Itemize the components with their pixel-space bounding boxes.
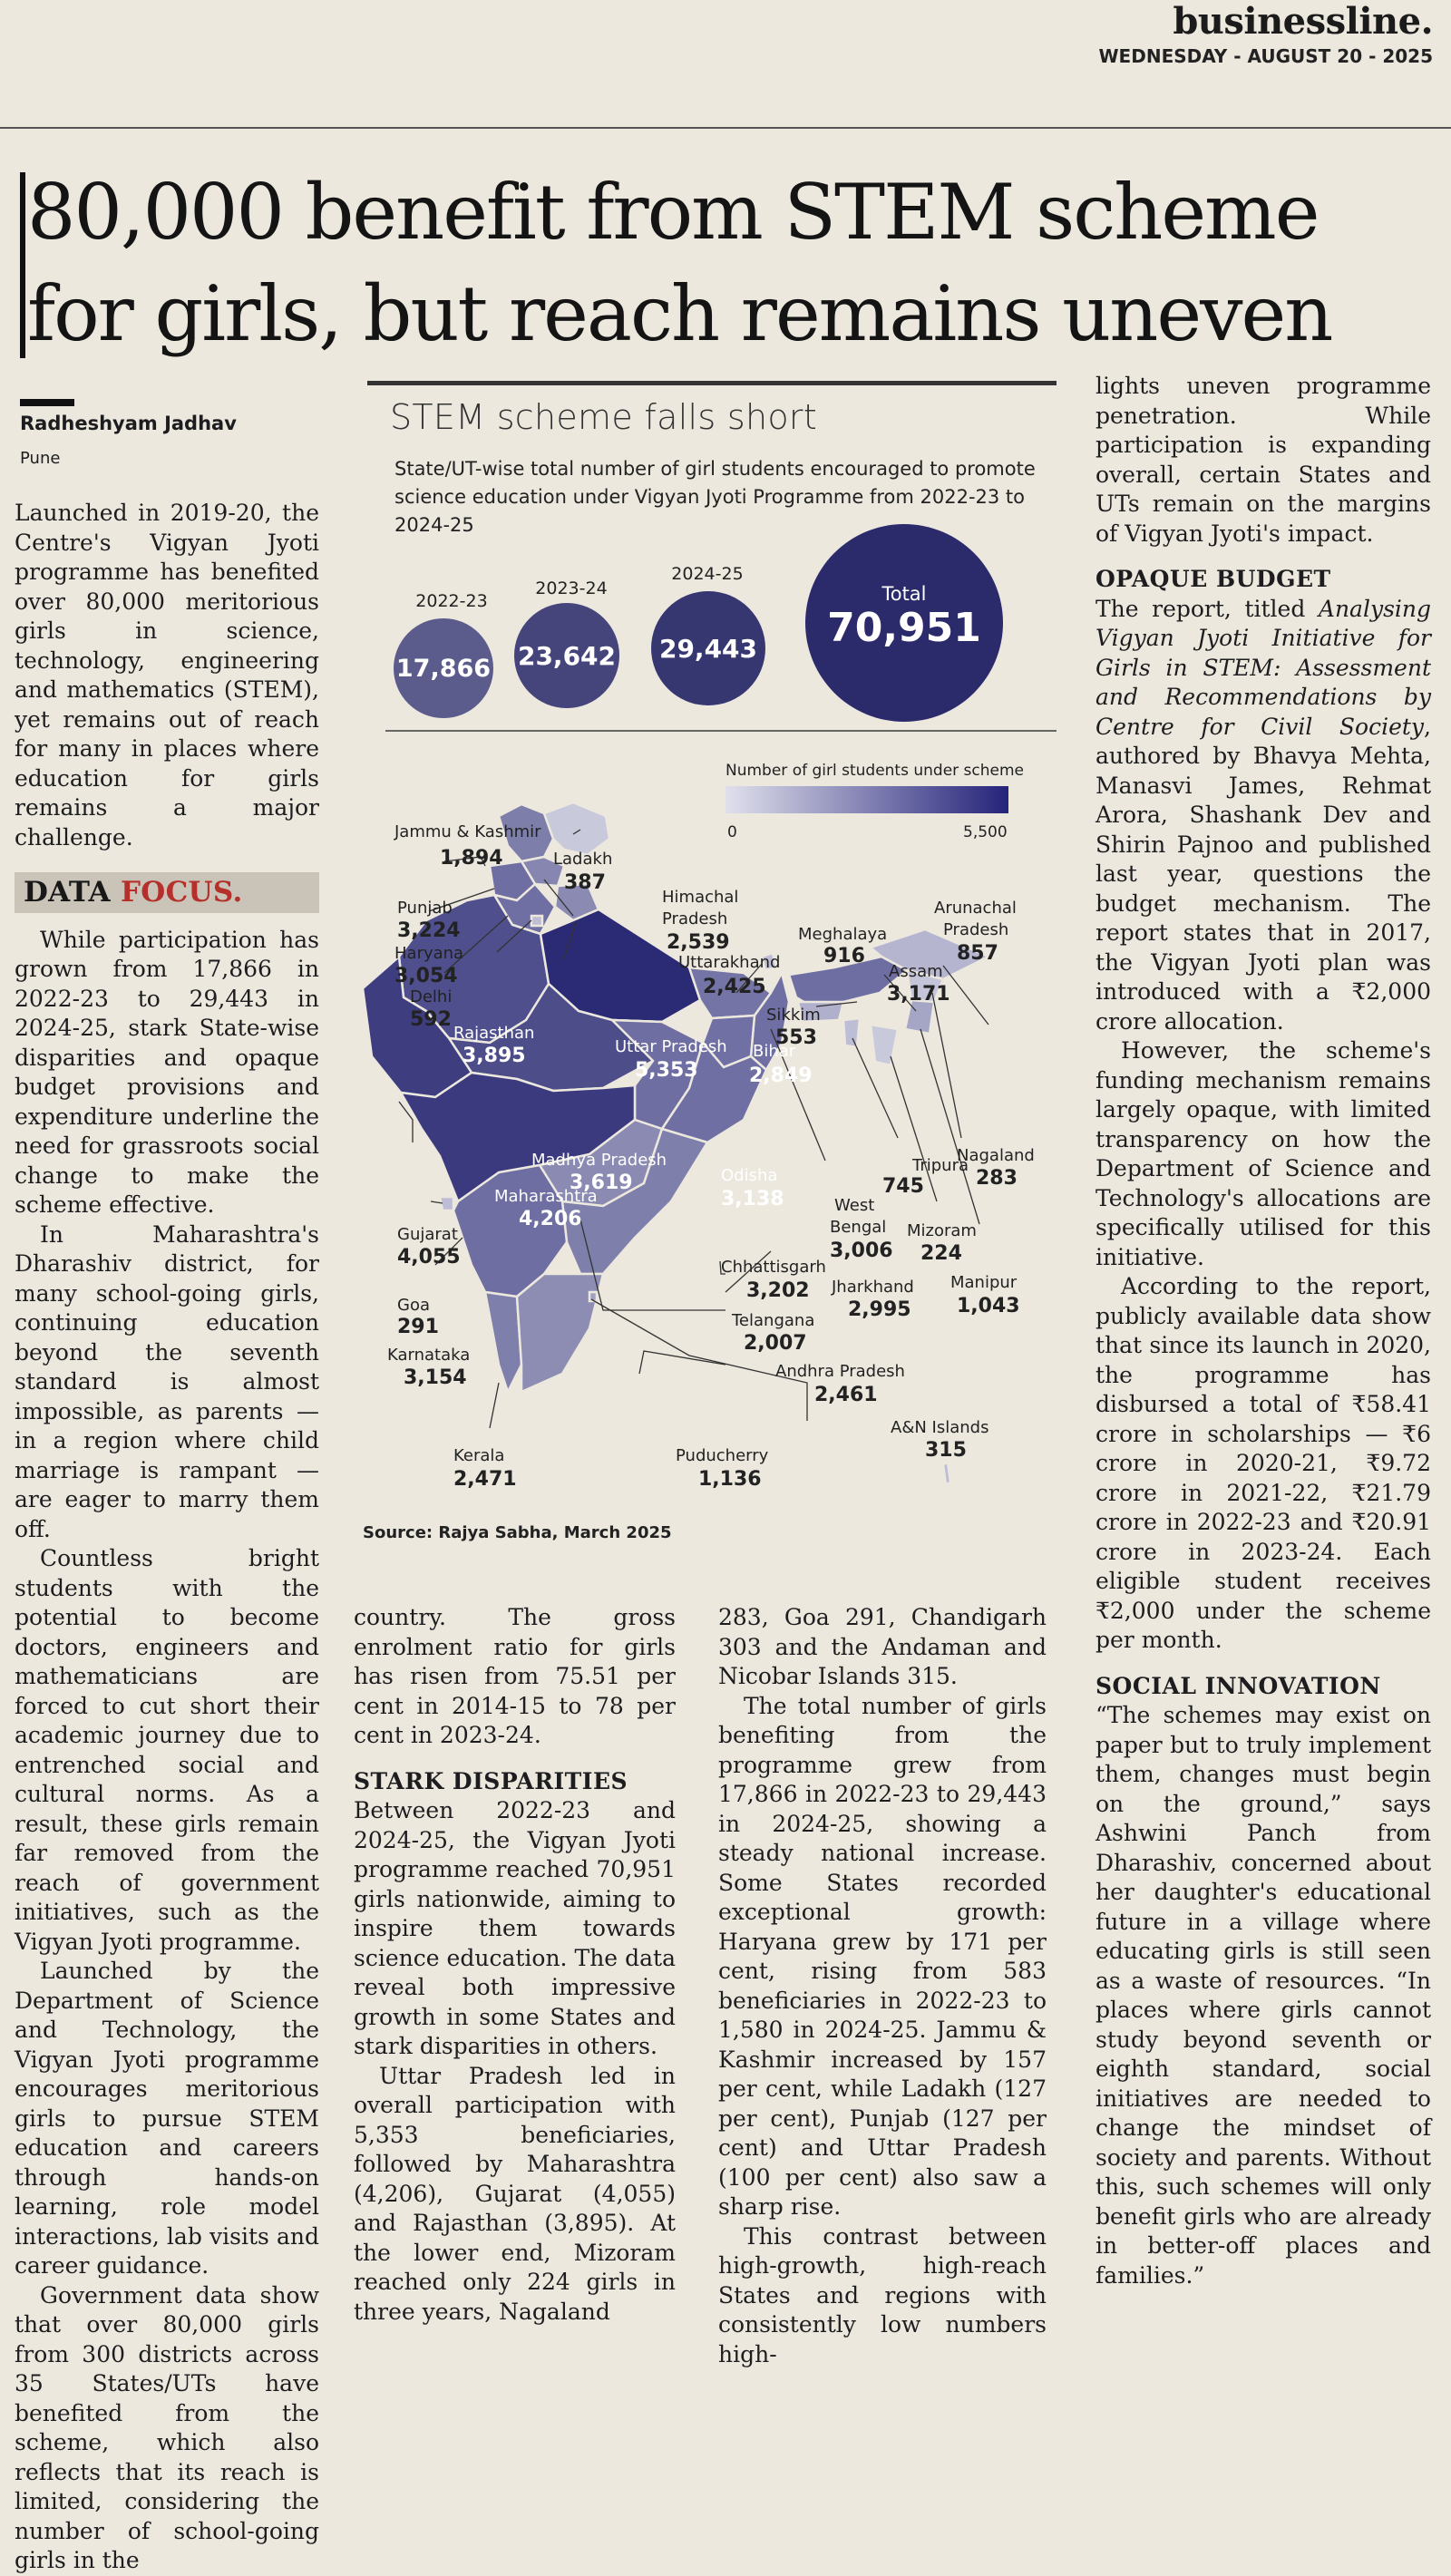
headline-rule <box>20 172 25 358</box>
graphic-top-rule <box>367 381 1057 385</box>
column-4 <box>1096 372 1431 2290</box>
state-value: 4,055 <box>397 1246 461 1269</box>
state-label: A&N Islands <box>891 1418 989 1437</box>
paragraph: “The schemes may exist on paper but to truly implement them, changes must begin on the ground,” says Ashwini Panch from Dharashiv, concerned about her daughter's educational future in a village where educating girls is still seen as a waste of resources. “In places where girls cannot study beyond seventh or eighth standard, social initiatives are needed to change the mindset of society and parents. Without this, such schemes will only benefit girls who are already in better-off places and families.” <box>1096 1702 1431 2289</box>
legend-gradient <box>726 786 1008 813</box>
state-value: 3,171 <box>887 983 950 1006</box>
state-label: Goa <box>397 1296 430 1315</box>
legend-max: 5,500 <box>963 823 1008 841</box>
leader-line <box>920 1029 979 1224</box>
column-1 <box>15 499 319 2576</box>
state-label: Maharashtra <box>494 1187 598 1206</box>
graphic-subtitle: State/UT-wise total number of girl students encouraged to promote science education under Vigyan Jyoti Programme from 2022-23 to 2024-25 <box>394 458 1036 536</box>
bubble-total-label: Total <box>881 582 927 605</box>
bubble-2024-25 <box>651 591 765 705</box>
region-delhi <box>531 916 542 926</box>
paragraph: In Maharashtra's Dharashiv district, for many school-going girls, continuing education beyond the seventh standard is almost impossible, as parents — in a region where child marriage is rampant — are eager to marry them off. <box>15 1220 319 1542</box>
state-label: Punjab <box>397 899 453 918</box>
state-value: 315 <box>925 1439 967 1462</box>
state-value: 592 <box>410 1008 452 1031</box>
legend-min: 0 <box>727 823 737 841</box>
state-value: 283 <box>976 1167 1018 1190</box>
state-value: 2,995 <box>848 1298 911 1321</box>
region-tripura <box>843 1018 860 1047</box>
state-value: 1,043 <box>957 1295 1020 1317</box>
state-label: Meghalaya <box>798 925 888 944</box>
paragraph: Launched by the Department of Science and Technology, the Vigyan Jyoti programme encourages meritorious girls to pursue STEM education and careers through hands-on learning, role model interactions, lab visits and career guidance. <box>15 1958 319 2279</box>
state-label: Jammu & Kashmir <box>394 822 541 841</box>
dateline: Pune <box>20 449 61 468</box>
state-value: 4,206 <box>519 1208 582 1230</box>
bubble-year-label: 2022-23 <box>415 591 488 611</box>
bubble-total-value: 70,951 <box>827 604 981 651</box>
state-label: Chhattisgarh <box>721 1258 826 1277</box>
infographic <box>363 381 1061 1560</box>
state-value: 916 <box>823 945 865 967</box>
brand-logo: businessline. <box>1173 0 1433 43</box>
state-label: Mizoram <box>907 1221 977 1240</box>
state-value: 3,202 <box>746 1279 810 1302</box>
intro-paragraph: Launched in 2019-20, the Centre's Vigyan Jyoti programme has benefited over 80,000 meritorious girls in science, technology, engineering and mathematics (STEM), yet remains out of reach for many in places where education for girls remains a major challenge. <box>15 500 319 851</box>
state-value: 2,425 <box>703 976 766 998</box>
byline: Radheshyam Jadhav <box>20 413 237 434</box>
bubble-year-label: 2024-25 <box>671 564 744 584</box>
state-label: Uttar Pradesh <box>615 1037 727 1056</box>
state-value: 3,224 <box>397 919 461 942</box>
state-label: Uttarakhand <box>678 953 781 972</box>
state-value: 745 <box>882 1175 924 1198</box>
graphic-source: Source: Rajya Sabha, March 2025 <box>363 1523 672 1542</box>
paragraph: However, the scheme's funding mechanism remains largely opaque, with limited transparency on how the Department of Science and Technology's allocations are specifically utilised for this initiative. <box>1096 1037 1431 1270</box>
region-mizoram <box>871 1025 898 1065</box>
state-value: 553 <box>775 1026 817 1049</box>
state-value: 2,539 <box>667 931 730 954</box>
headline: 80,000 benefit from STEM scheme for girls, but reach remains uneven <box>27 168 1332 358</box>
paragraph: According to the report, publicly available data show that since its launch in 2020, the programme has disbursed a total of ₹58.41 crore in scholarships — ₹6 crore in 2020-21, ₹9.72 crore in 2021-22, ₹21.79 crore in 2022-23 and ₹20.91 crore in 2023-24. Each eligible student receives ₹2,000 under the scheme per month. <box>1096 1273 1431 1653</box>
column-2 <box>354 1603 676 2327</box>
bubble-2023-24 <box>514 603 619 708</box>
state-label: Himachal <box>662 888 739 907</box>
state-label: Kerala <box>453 1446 505 1465</box>
subhead-opaque-budget: OPAQUE BUDGET <box>1096 566 1331 592</box>
state-value: 2,007 <box>744 1332 807 1355</box>
legend-title: Number of girl students under scheme <box>726 762 1025 780</box>
paragraph: 283, Goa 291, Chandigarh 303 and the Andaman and Nicobar Islands 315. <box>718 1604 1047 1689</box>
state-label: Jharkhand <box>832 1278 914 1297</box>
state-label: Rajasthan <box>453 1024 535 1043</box>
paragraph: country. The gross enrolment ratio for girls has risen from 75.51 per cent in 2014-15 to 78 per cent in 2023-24. <box>354 1604 676 1748</box>
region-an-islands <box>943 1463 950 1484</box>
state-label: Gujarat <box>397 1225 458 1244</box>
state-label: Assam <box>889 962 943 981</box>
bubble-value: 23,642 <box>517 640 617 671</box>
state-value: 2,471 <box>453 1468 517 1491</box>
state-label: Arunachal <box>934 899 1017 918</box>
state-label: Bengal <box>830 1218 887 1237</box>
state-label: West <box>834 1196 875 1215</box>
state-value: 2,461 <box>814 1384 878 1406</box>
column-3 <box>718 1603 1047 2369</box>
state-label: Pradesh <box>943 920 1009 939</box>
state-value: 1,894 <box>440 847 503 870</box>
state-value: 3,154 <box>404 1366 467 1389</box>
report-title: Analysing Vigyan Jyoti Initiative for Girls in STEM: Assessment and Recommendations by Centre for Civil Society <box>1096 595 1431 740</box>
leader-line <box>639 1351 726 1374</box>
state-label: Odisha <box>721 1166 778 1185</box>
state-label: Sikkim <box>766 1006 821 1025</box>
state-value: 2,849 <box>749 1064 813 1087</box>
state-value: 1,136 <box>698 1468 762 1491</box>
paragraph: Government data show that over 80,000 girls from 300 districts across 35 States/UTs have benefited from the scheme, which also reflects that its reach is limited, considering the number of school-going girls in the <box>15 2281 319 2573</box>
state-label: Delhi <box>410 987 453 1006</box>
state-label: Madhya Pradesh <box>531 1151 667 1170</box>
bubble-value: 17,866 <box>395 654 492 683</box>
masthead <box>889 0 1433 67</box>
leader-line <box>490 1383 499 1428</box>
state-label: Haryana <box>394 944 464 963</box>
bubble-2022-23 <box>394 618 493 718</box>
state-label: Bihar <box>753 1042 796 1061</box>
paragraph <box>1096 595 1431 1037</box>
state-value: 3,895 <box>463 1045 526 1067</box>
state-label: Andhra Pradesh <box>775 1362 905 1381</box>
data-focus-part2: FOCUS. <box>120 876 243 909</box>
state-label: Ladakh <box>553 850 613 869</box>
bubble-total <box>805 524 1003 722</box>
bubble-year-label: 2023-24 <box>535 578 608 598</box>
state-label: Pradesh <box>662 909 728 928</box>
paragraph: Uttar Pradesh led in overall participation with 5,353 beneficiaries, followed by Maharashtra (4,206), Gujarat (4,055) and Rajasthan (3,895). At the lower end, Mizoram reached only 224 girls in three years, Nagaland <box>354 2062 676 2325</box>
top-rule <box>0 127 1451 129</box>
byline-bar <box>20 399 74 406</box>
state-value: 387 <box>564 871 606 894</box>
state-value: 3,006 <box>830 1239 893 1262</box>
state-value: 3,138 <box>721 1188 784 1210</box>
issue-date: WEDNESDAY - AUGUST 20 - 2025 <box>1098 45 1433 67</box>
paragraph: Between 2022-23 and 2024-25, the Vigyan Jyoti programme reached 70,951 girls nationwide, aiming to inspire them towards science education. The data reveal both impressive growth in some States and stark disparities in others. <box>354 1797 676 2059</box>
paragraph: lights uneven programme penetration. While participation is expanding overall, certain States and UTs remain on the margins of Vigyan Jyoti's impact. <box>1096 373 1431 547</box>
data-focus-label <box>15 872 319 913</box>
text-run: , authored by Bhavya Mehta, Manasvi James, Rehmat Arora, Shashank Dev and Shirin Pajnoo and published last year, questions the budget mechanism. The report states that in 2017, the Vigyan Jyoti plan was introduced with a ₹2,000 crore allocation. <box>1096 713 1431 1035</box>
state-label: Tripura <box>912 1156 969 1175</box>
state-label: Puducherry <box>676 1446 769 1465</box>
subhead-social-innovation: SOCIAL INNOVATION <box>1096 1672 1381 1699</box>
state-label: Manipur <box>950 1273 1018 1292</box>
india-choropleth-map <box>363 730 1061 1523</box>
state-label: Karnataka <box>387 1346 471 1365</box>
data-focus-part1: DATA <box>24 876 121 909</box>
state-value: 3,054 <box>394 965 458 987</box>
paragraph: The total number of girls benefiting from the programme grew from 17,866 in 2022-23 to 29,443 in 2024-25, showing a steady national increase. Some States recorded exceptional growth: Haryana grew by 171 per cent, rising from 583 beneficiaries in 2022-23 to 1,580 in 2024-25. Jammu & Kashmir increased by 157 per cent, while Ladakh (127 per cent), Punjab (127 per cent) and Uttar Pradesh (100 per cent) also saw a sharp rise. <box>718 1692 1047 2220</box>
graphic-title: STEM scheme falls short <box>390 397 818 437</box>
state-label: Telangana <box>732 1311 815 1330</box>
paragraph: Countless bright students with the potential to become doctors, engineers and mathematicians are forced to cut short their academic journey due to entrenched social and cultural norms. As a result, these girls remain far removed from the reach of government initiatives, such as the Vigyan Jyoti programme. <box>15 1545 319 1955</box>
state-value: 3,619 <box>570 1171 633 1194</box>
paragraph: This contrast between high-growth, high-reach States and regions with consistently low numbers high- <box>718 2222 1047 2367</box>
state-value: 224 <box>920 1242 962 1265</box>
state-label: Nagaland <box>957 1146 1035 1165</box>
state-value: 857 <box>957 942 998 965</box>
region-ladakh <box>544 802 609 855</box>
text-run: The report, titled <box>1096 595 1319 622</box>
paragraph: While participation has grown from 17,866 in 2022-23 to 29,443 in 2024-25, stark State-wise disparities and opaque budget provisions and expenditure underline the need for grassroots social change to make the scheme effective. <box>15 926 319 1218</box>
subhead-stark-disparities: STARK DISPARITIES <box>354 1767 628 1794</box>
region-kerala <box>485 1292 521 1392</box>
bubble-value: 29,443 <box>658 633 758 664</box>
state-value: 291 <box>397 1316 439 1338</box>
state-value: 5,353 <box>635 1059 698 1082</box>
